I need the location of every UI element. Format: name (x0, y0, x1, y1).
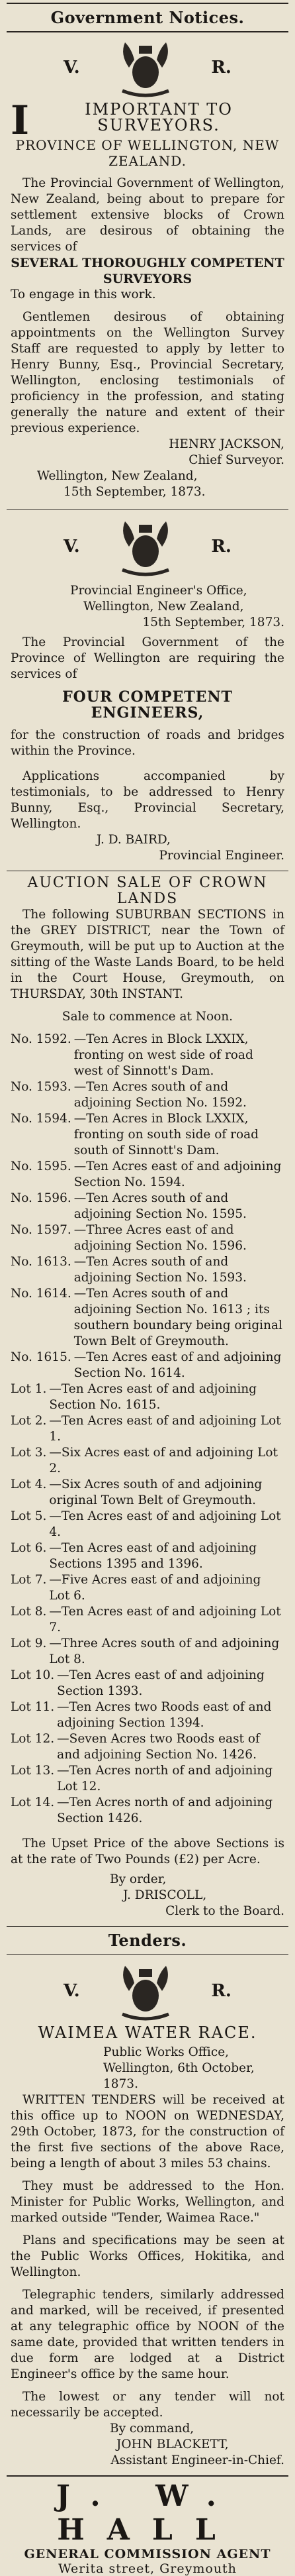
auction-lot-description: —Ten Acres east of and adjoining Lot 4. (49, 1509, 281, 1539)
waimea-body4: Telegraphic tenders, similarly addressed and marked, will be received, if presented at any telegraphic office by NOON of the same date, provided that written tenders in due form are lodged at a District Engineer's office by the same hour. (11, 2288, 284, 2381)
auction-sale-time: Sale to commence at Noon. (62, 1010, 233, 1024)
auction-lot-description: —Ten Acres two Roods east of and adjoining Section 1394. (57, 1700, 272, 1730)
city-line: Wellington, New Zealand, (83, 600, 244, 614)
jw-hall-name: J. W. HALL (56, 2479, 239, 2547)
auction-lot-item (11, 1286, 284, 1350)
auction-lot-item (11, 1032, 284, 1079)
auction-lot-description: —Ten Acres east of and adjoining Lot 1. (49, 1414, 281, 1444)
auction-lot-number: Lot 12. (11, 1732, 55, 1746)
auction-lot-item (11, 1111, 284, 1159)
auction-lot-item (11, 1668, 284, 1699)
auction-lot-description: —Ten Acres south of and adjoining Section No. 1613 ; its southern boundary being original Town Belt of Greymouth. (73, 1287, 282, 1348)
auction-lot-description: —Ten Acres east of and adjoining Section No. 1594. (73, 1159, 282, 1189)
crest-letter-r: R. (211, 58, 232, 78)
notice-surveyors-body2: To engage in this work. (11, 288, 156, 301)
auction-lot-description: —Ten Acres north of and adjoining Section 1426. (57, 1796, 273, 1825)
auction-lot-number: Lot 6. (11, 1541, 47, 1555)
auction-lot-description: —Ten Acres east of and adjoining Section No. 1615. (49, 1382, 257, 1412)
royal-coat-of-arms-icon (109, 1961, 182, 2021)
auction-lot-description: —Ten Acres south of and adjoining Section No. 1595. (73, 1191, 247, 1221)
auction-lot-number: No. 1613. (11, 1255, 71, 1269)
auction-lot-number: Lot 9. (11, 1637, 47, 1650)
waimea-body5: The lowest or any tender will not necessarily be accepted. (11, 2390, 284, 2420)
notice-surveyors-emph: SEVERAL THOROUGHLY COMPETENT SURVEYORS (11, 256, 284, 286)
auction-lot-number: Lot 14. (11, 1796, 55, 1809)
royal-crest-row (0, 38, 295, 97)
auction-lot-description: —Three Acres east of and adjoining Section No. 1596. (73, 1223, 247, 1253)
auction-lot-description: —Ten Acres east of and adjoining Section No. 1614. (73, 1350, 282, 1380)
office-line: Public Works Office, (103, 2045, 230, 2059)
auction-lot-number: No. 1597. (11, 1223, 71, 1237)
title-rule (7, 31, 288, 32)
auction-lot-item (11, 1254, 284, 1286)
waimea-body2: They must be addressed to the Hon. Minister for Public Works, Wellington, and marked outside "Tender, Waimea Race." (11, 2179, 284, 2225)
signature-name: J. D. BAIRD, (97, 833, 171, 847)
signature-title: Provincial Engineer. (159, 849, 284, 863)
auction-lot-number: Lot 8. (11, 1605, 47, 1619)
date-line: Wellington, 6th October, 1873. (103, 2061, 255, 2091)
crest-letter-r: R. (211, 537, 232, 557)
by-command: By command, (110, 2422, 194, 2436)
date-line: 15th September, 1873. (142, 616, 284, 629)
auction-lot-item (11, 1350, 284, 1381)
auction-lot-number: Lot 11. (11, 1700, 55, 1714)
auction-lot-item (11, 1763, 284, 1795)
auction-lot-number: Lot 2. (11, 1414, 47, 1428)
signature-name: J. DRISCOLL, (123, 1888, 207, 1902)
heading-province: PROVINCE OF WELLINGTON, NEW ZEALAND. (15, 137, 280, 169)
auction-lot-description: —Five Acres east of and adjoining Lot 6. (49, 1573, 261, 1603)
auction-lot-description: —Ten Acres in Block LXXIX, fronting on west side of road west of Sinnott's Dam. (73, 1032, 253, 1078)
auction-lot-item (11, 1731, 284, 1763)
heading-important: IMPORTANT TO SURVEYORS. (85, 100, 233, 134)
signature-name: JOHN BLACKETT, (116, 2438, 229, 2451)
divider (7, 1954, 288, 1955)
auction-lot-item (11, 1159, 284, 1191)
auction-lot-number: Lot 1. (11, 1382, 47, 1396)
auction-lot-number: Lot 3. (11, 1446, 47, 1460)
auction-lot-item (11, 1381, 284, 1413)
auction-lot-list (0, 1032, 295, 1827)
auction-lot-item (11, 1604, 284, 1636)
auction-lot-description: —Seven Acres two Roods east of and adjoining Section No. 1426. (57, 1732, 260, 1762)
auction-price: The Upset Price of the above Sections is at the rate of Two Pounds (£2) per Acre. (11, 1837, 284, 1866)
tenders-title: Tenders. (108, 1931, 187, 1950)
auction-lot-number: No. 1596. (11, 1191, 71, 1205)
notice-surveyors-body: The Provincial Government of Wellington, New Zealand, being about to prepare for settlement extensive blocks of Crown Lands, are desirous of obtaining the services of (11, 176, 284, 254)
waimea-body: WRITTEN TENDERS will be received at this office up to NOON on WEDNESDAY, 29th October, 1873, for the construction of the first five sections of the above Race, being a length of about 3 miles 53 chains. (11, 2093, 284, 2171)
auction-lot-description: —Ten Acres east of and adjoining Section 1393. (57, 1668, 265, 1698)
royal-crest-row (0, 517, 295, 576)
auction-lot-item (11, 1572, 284, 1604)
auction-lot-number: No. 1595. (11, 1159, 71, 1173)
notice-engineers-body2: for the construction of roads and bridges within the Province. (11, 728, 284, 758)
auction-lot-item (11, 1540, 284, 1572)
auction-lot-item (11, 1636, 284, 1668)
commission-agent-line: GENERAL COMMISSION AGENT (24, 2547, 271, 2561)
auction-lot-number: Lot 7. (11, 1573, 47, 1587)
auction-lot-description: —Ten Acres south of and adjoining Section No. 1593. (73, 1255, 247, 1285)
notice-surveyors-body3: Gentlemen desirous of obtaining appointments on the Wellington Survey Staff are requested to apply by letter to Henry Bunny, Esq., Provincial Secretary, Wellington, enclosing testimonials of proficiency in the profession, and stating generally the nature and extent of their previous experience. (11, 310, 284, 435)
auction-lot-item (11, 1222, 284, 1254)
address-line: Werita street, Greymouth (58, 2561, 237, 2576)
auction-lot-number: No. 1593. (11, 1080, 71, 1094)
royal-coat-of-arms-icon (109, 38, 182, 97)
crest-letter-r: R. (211, 1981, 232, 2001)
auction-intro: The following SUBURBAN SECTIONS in the GREY DISTRICT, near the Town of Greymouth, will be put up to Auction at the sitting of the Waste Lands Board, to be held in the Court House, Greymouth, on THURSDAY, 30th INSTANT. (11, 908, 284, 1001)
crest-letter-v: V. (63, 1981, 80, 2001)
auction-lot-item (11, 1413, 284, 1445)
auction-lot-item (11, 1477, 284, 1509)
auction-lot-item (11, 1191, 284, 1222)
by-order: By order, (110, 1872, 167, 1886)
waimea-heading: WAIMEA WATER RACE. (38, 2023, 257, 2042)
auction-lot-number: Lot 13. (11, 1764, 55, 1778)
signature-name: HENRY JACKSON, (169, 437, 284, 451)
auction-lot-description: —Ten Acres east of and adjoining Sections 1395 and 1396. (49, 1541, 257, 1571)
auction-lot-number: No. 1615. (11, 1350, 71, 1364)
auction-lot-number: No. 1592. (11, 1032, 71, 1046)
auction-lot-number: No. 1614. (11, 1287, 71, 1301)
office-line: Provincial Engineer's Office, (70, 584, 247, 598)
auction-lot-description: —Six Acres south of and adjoining original Town Belt of Greymouth. (49, 1477, 263, 1507)
auction-lot-item (11, 1445, 284, 1477)
notice-engineers-body3: Applications accompanied by testimonials, to be addressed to Henry Bunny, Esq., Provincial Secretary, Wellington. (11, 769, 284, 831)
auction-heading: AUCTION SALE OF CROWN LANDS (27, 875, 268, 907)
crest-letter-v: V. (63, 58, 80, 78)
auction-lot-description: —Ten Acres south of and adjoining Section No. 1592. (73, 1080, 247, 1110)
auction-lot-number: No. 1594. (11, 1112, 71, 1126)
crest-letter-v: V. (63, 537, 80, 557)
auction-lot-description: —Ten Acres in Block LXXIX, fronting on south side of road south of Sinnott's Dam. (73, 1112, 259, 1157)
notice-date: 15th September, 1873. (63, 485, 206, 499)
auction-lot-item (11, 1079, 284, 1111)
signature-title: Clerk to the Board. (165, 1904, 284, 1918)
notice-surveyors-heading: I IMPORTANT TO SURVEYORS. PROVINCE OF WELLINGTON, NEW ZEALAND. (11, 101, 284, 169)
waimea-body3: Plans and specifications may be seen at the Public Works Offices, Hokitika, and Wellington. (11, 2233, 284, 2279)
auction-lot-description: —Three Acres south of and adjoining Lot 8. (49, 1637, 280, 1666)
auction-lot-number: Lot 10. (11, 1668, 55, 1682)
auction-lot-item (11, 1699, 284, 1731)
notice-engineers-emph: FOUR COMPETENT ENGINEERS, (62, 688, 233, 722)
auction-lot-description: —Ten Acres north of and adjoining Lot 12. (57, 1764, 273, 1794)
auction-lot-number: Lot 5. (11, 1509, 47, 1523)
royal-coat-of-arms-icon (109, 517, 182, 576)
auction-lot-item (11, 1795, 284, 1827)
notice-place: Wellington, New Zealand, (37, 469, 198, 483)
royal-crest-row (0, 1961, 295, 2021)
auction-lot-description: —Ten Acres east of and adjoining Lot 7. (49, 1605, 281, 1635)
signature-title: Assistant Engineer-in-Chief. (110, 2453, 284, 2467)
auction-lot-number: Lot 4. (11, 1477, 47, 1491)
auction-lot-item (11, 1509, 284, 1540)
signature-title: Chief Surveyor. (189, 453, 284, 467)
section-title: Government Notices. (50, 8, 245, 27)
auction-lot-description: —Six Acres east of and adjoining Lot 2. (49, 1446, 278, 1476)
notice-engineers-body: The Provincial Government of the Province of Wellington are requiring the services of (11, 635, 284, 681)
